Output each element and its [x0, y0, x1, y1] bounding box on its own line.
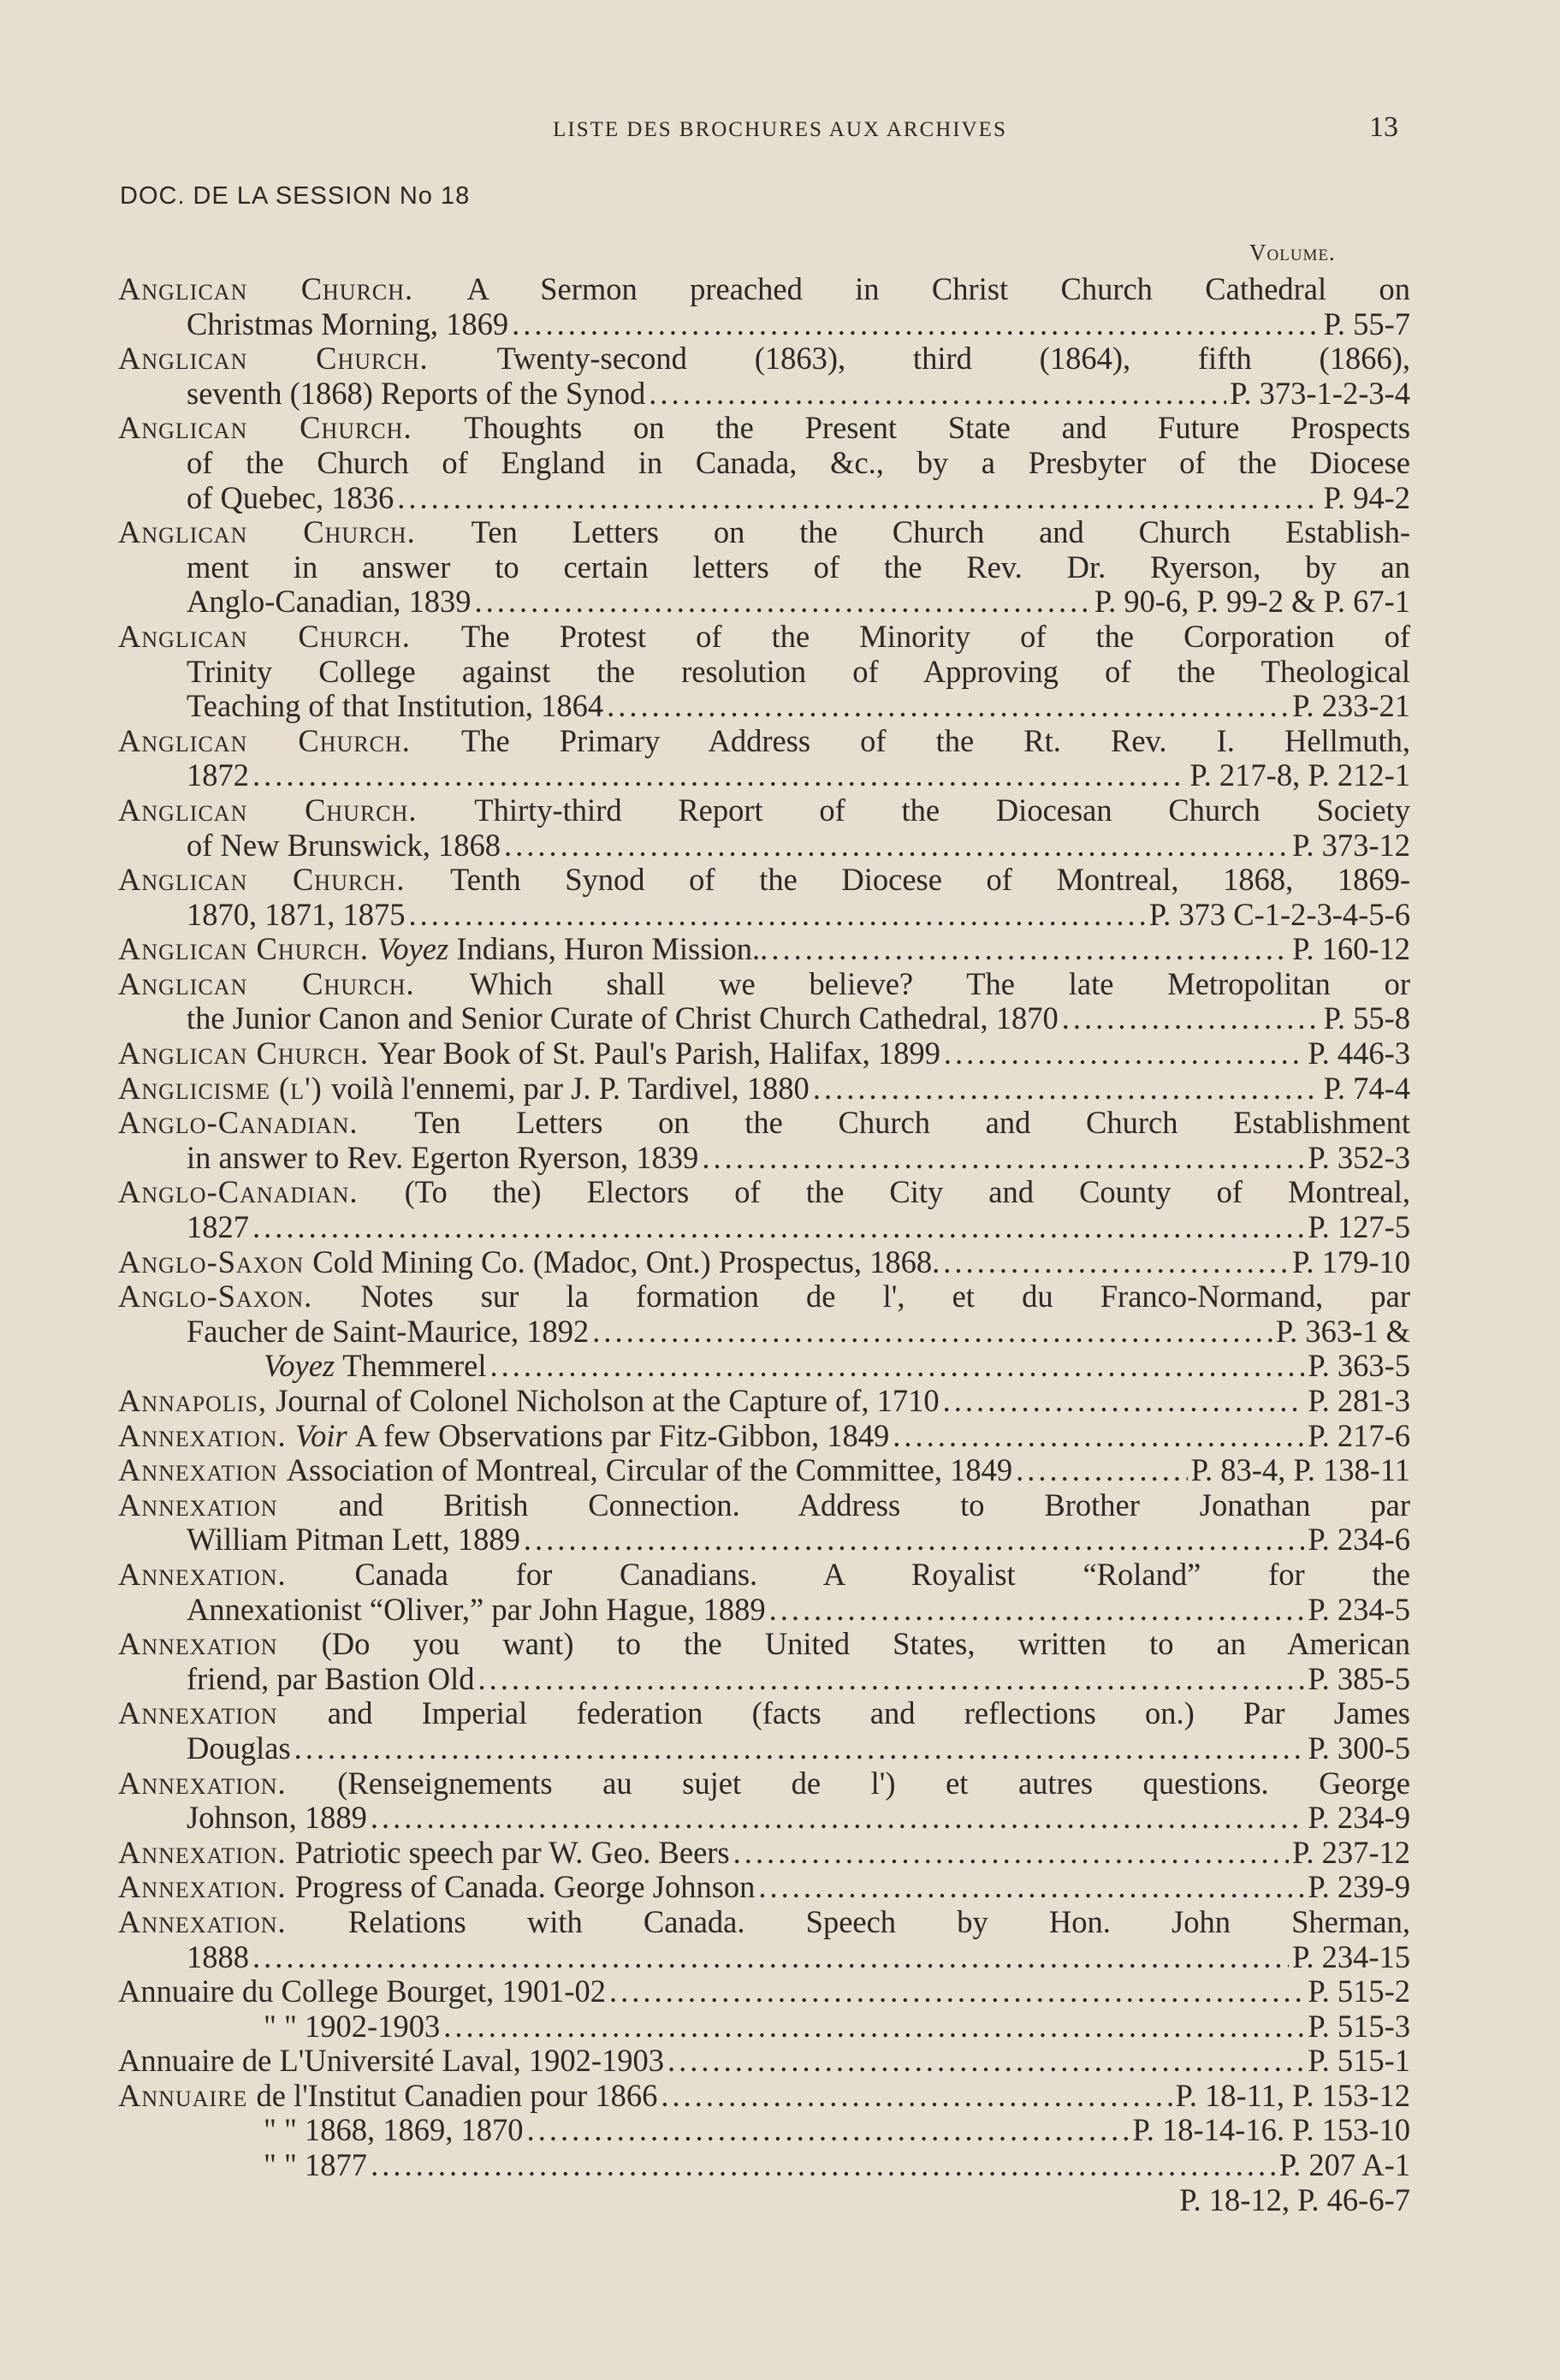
entry-heading: Anglican Church. [118, 931, 378, 967]
entry-line [118, 411, 1410, 446]
entry-heading: Anglican Church. [118, 618, 461, 654]
volume-reference: P. 446-3 [1308, 1036, 1410, 1071]
dot-leader [294, 1731, 1305, 1766]
entry-text [187, 1731, 291, 1766]
index-entry [118, 863, 1410, 932]
entry-line [118, 620, 1410, 655]
entry-line [118, 1836, 1410, 1871]
entry-text [118, 1836, 730, 1871]
entry-title: (Do you want) to the United States, written to an American [321, 1626, 1410, 1662]
entry-text [118, 1453, 1012, 1488]
index-entry [118, 1175, 1410, 1244]
volume-reference: P. 373 C-1-2-3-4-5-6 [1148, 896, 1410, 932]
dot-leader [252, 1210, 1304, 1245]
index-entry [118, 1106, 1410, 1175]
index-entry [118, 1766, 1410, 1836]
entry-title: 1872 [187, 757, 249, 793]
entry-line [118, 1141, 1410, 1176]
volume-reference: P. 234-15 [1292, 1938, 1410, 1974]
entry-title: seventh (1868) Reports of the Synod [187, 375, 646, 411]
entry-text [187, 689, 603, 724]
entry-text [187, 1315, 589, 1350]
volume-reference: P. 234-5 [1308, 1591, 1410, 1627]
entry-heading: Anglo-Canadian. [118, 1105, 415, 1141]
entry-text [187, 1801, 367, 1836]
entry-text [187, 1141, 698, 1176]
entry-line [118, 481, 1410, 516]
entry-line [118, 863, 1410, 898]
entry-line [118, 2009, 1410, 2045]
page-number: 13 [1369, 111, 1398, 143]
entry-heading: Anglicisme (l') [118, 1070, 331, 1106]
entry-heading: Anglican Church. [118, 514, 472, 550]
dot-leader [512, 307, 1320, 342]
entry-line [118, 1766, 1410, 1801]
entry-line [118, 1940, 1410, 1975]
entry-title: A few Observations par Fitz-Gibbon, 1849 [354, 1417, 890, 1453]
entry-line [118, 1662, 1410, 1697]
entry-title: Indians, Huron Mission.. [456, 931, 768, 967]
entry-title: Trinity College against the resolution of Approving of the Theological [187, 653, 1410, 689]
entry-heading: Annapolis, [118, 1383, 276, 1418]
dot-leader [478, 1662, 1305, 1697]
index-entry [118, 1245, 1410, 1280]
entry-title: Twenty-second (1863), third (1864), fifth (1866), [496, 341, 1410, 377]
entry-text [187, 307, 508, 342]
volume-reference: P. 217-8, P. 212-1 [1189, 757, 1410, 793]
index-entry [118, 341, 1410, 411]
entry-text [187, 1940, 249, 1975]
entry-title: Christmas Morning, 1869 [187, 306, 509, 341]
volume-reference: P. 363-5 [1308, 1348, 1410, 1384]
entry-title: Thoughts on the Present State and Future Prospects [464, 410, 1410, 446]
index-entry [118, 2079, 1410, 2114]
entry-heading: Annuaire [118, 2077, 257, 2113]
dot-leader [943, 1245, 1289, 1280]
entry-text [187, 377, 645, 412]
volume-reference: P. 127-5 [1308, 1209, 1410, 1245]
volume-reference: P. 207 A-1 [1278, 2147, 1410, 2183]
entry-title: A Sermon preached in Christ Church Cathedral on [466, 271, 1410, 306]
index-entry [118, 1627, 1410, 1696]
entry-title: Journal of Colonel Nicholson at the Capture of, 1710 [276, 1383, 940, 1418]
entry-heading: Annexation [118, 1695, 328, 1731]
dot-leader [592, 1315, 1272, 1350]
session-label: DOC. DE LA SESSION No 18 [120, 182, 471, 210]
entry-text [118, 1384, 940, 1419]
volume-reference: P. 363-1 & [1275, 1313, 1410, 1349]
entry-text [187, 585, 472, 620]
entry-heading: Annexation [118, 1452, 287, 1488]
entry-text [118, 2079, 657, 2114]
index-entry [118, 1870, 1410, 1905]
entry-title: The Protest of the Minority of the Corporation of [460, 618, 1410, 654]
entry-heading: Annexation [118, 1626, 322, 1662]
volume-reference: P. 55-7 [1323, 306, 1410, 341]
dot-leader [1016, 1453, 1188, 1488]
dot-leader [1062, 1001, 1320, 1036]
dot-leader [667, 2044, 1304, 2079]
entry-text [118, 1974, 606, 2009]
entry-title: (Renseignements au sujet de l') et autres questions. George [337, 1765, 1410, 1801]
dot-leader [504, 828, 1289, 864]
entry-line [118, 2148, 1410, 2183]
entry-line [118, 515, 1410, 550]
entry-line [118, 655, 1410, 690]
entry-heading: Anglo-Saxon. [118, 1279, 361, 1315]
entry-line [118, 307, 1410, 342]
dot-leader [649, 377, 1226, 412]
entry-line [118, 1349, 1410, 1384]
entry-title: " " 1902-1903 [264, 2008, 441, 2044]
entry-heading: Anglican Church. [118, 722, 461, 758]
index-entry [118, 1349, 1410, 1384]
dot-leader [607, 689, 1289, 724]
entry-title: Which shall we believe? The late Metropolitan or [469, 965, 1410, 1001]
entry-text [118, 1870, 755, 1905]
entry-line [118, 2044, 1410, 2079]
entry-text [187, 1001, 1059, 1036]
dot-leader [371, 2148, 1276, 2183]
entry-text [264, 1349, 486, 1384]
entry-heading: Anglican Church. [118, 1036, 378, 1071]
entry-line [118, 1210, 1410, 1245]
index-entry [118, 1279, 1410, 1349]
entry-title: Notes sur la formation de l', et du Franco-Normand, par [360, 1279, 1410, 1315]
index-entry [118, 620, 1410, 724]
volume-reference: P. 74-4 [1323, 1070, 1410, 1106]
entry-line [118, 793, 1410, 828]
dot-leader [893, 1419, 1304, 1454]
index-entry [118, 1905, 1410, 1974]
entry-text [118, 932, 768, 967]
entry-title: of Quebec, 1836 [187, 479, 394, 515]
index-entry [118, 1071, 1410, 1107]
entry-text [264, 2113, 524, 2148]
dot-leader [758, 1870, 1304, 1905]
dot-leader [813, 1071, 1320, 1107]
running-title: LISTE DES BROCHURES AUX ARCHIVES [553, 118, 1007, 141]
entry-line [118, 1419, 1410, 1454]
index-entry [118, 515, 1410, 620]
entry-title: " " 1877 [264, 2147, 368, 2183]
volume-reference: P. 515-2 [1308, 1973, 1410, 2009]
entry-line [118, 724, 1410, 759]
entry-line [118, 550, 1410, 585]
entry-line [118, 1731, 1410, 1766]
entry-title: Teaching of that Institution, 1864 [187, 688, 604, 724]
entry-title: Annuaire du College Bourget, 1901-02 [118, 1973, 607, 2009]
entry-title: Douglas [187, 1730, 291, 1766]
entry-title: Relations with Canada. Speech by Hon. John Sherman, [347, 1903, 1410, 1939]
volume-reference: P. 515-1 [1308, 2043, 1410, 2079]
entry-line [118, 828, 1410, 864]
entry-title: Patriotic speech par W. Geo. Beers [294, 1834, 730, 1870]
entry-title: of the Church of England in Canada, &c., by a Presbyter of the Diocese [187, 444, 1410, 480]
entry-line [118, 1974, 1410, 2009]
entry-line [118, 1279, 1410, 1315]
entry-title: voilà l'ennemi, par J. P. Tardivel, 1880 [330, 1070, 810, 1106]
volume-reference: P. 55-8 [1323, 1000, 1410, 1036]
entry-title: (To the) Electors of the City and County of Montreal, [404, 1174, 1410, 1210]
volume-reference: P. 217-6 [1308, 1417, 1410, 1453]
entry-title: 1888 [187, 1938, 249, 1974]
volume-reference: P. 94-2 [1323, 479, 1410, 515]
dot-leader [733, 1836, 1289, 1871]
index-entry [118, 2009, 1410, 2045]
index-entry [118, 272, 1410, 341]
entry-title: in answer to Rev. Egerton Ryerson, 1839 [187, 1139, 699, 1175]
dot-leader [943, 1384, 1305, 1419]
dot-leader [489, 1349, 1304, 1384]
entry-title: Faucher de Saint-Maurice, 1892 [187, 1313, 590, 1349]
volume-reference: P. 90-6, P. 99-2 & P. 67-1 [1094, 584, 1410, 620]
entry-title: friend, par Bastion Old [187, 1660, 475, 1696]
entry-line [118, 341, 1410, 377]
entry-title: " " 1868, 1869, 1870 [264, 2112, 524, 2148]
entry-heading: Annexation. [118, 1869, 295, 1905]
entry-heading: Anglican Church. [118, 341, 497, 377]
dot-leader [371, 1801, 1304, 1836]
entry-line [118, 2113, 1410, 2148]
entry-heading: Anglican Church. [118, 965, 470, 1001]
entry-line [118, 1905, 1410, 1940]
index-entry [118, 1036, 1410, 1071]
entry-heading: Anglican Church. [118, 862, 451, 898]
volume-reference: P. 179-10 [1292, 1243, 1410, 1279]
entry-heading: Annexation. [118, 1417, 295, 1453]
entry-line [118, 446, 1410, 481]
volume-reference: P. 233-21 [1292, 688, 1410, 724]
entry-title: the Junior Canon and Senior Curate of Christ Church Cathedral, 1870 [187, 1000, 1059, 1036]
entry-text [118, 1419, 889, 1454]
entry-line [118, 1593, 1410, 1628]
entry-title: and British Connection. Address to Brother Jonathan par [338, 1487, 1411, 1522]
entry-title: Annexationist “Oliver,” par John Hague, 1889 [187, 1591, 766, 1627]
entry-line [118, 1558, 1410, 1593]
dot-leader [944, 1036, 1304, 1071]
entry-line [118, 1870, 1410, 1905]
cross-reference-word: Voyez [377, 931, 457, 967]
entry-heading: Anglican Church. [118, 410, 465, 446]
entry-title: Themmerel [342, 1348, 487, 1384]
index-entry [118, 1384, 1410, 1419]
entry-title: Ten Letters on the Church and Church Establish- [471, 514, 1410, 550]
index-entry [118, 1696, 1410, 1766]
entry-list [118, 272, 1410, 2217]
entry-title: Johnson, 1889 [187, 1800, 367, 1836]
dot-leader [769, 1593, 1305, 1628]
entry-heading: Annexation [118, 1487, 339, 1522]
dot-leader [661, 2079, 1171, 2114]
entry-title: The Primary Address of the Rt. Rev. I. Hellmuth, [460, 722, 1410, 758]
volume-reference: P. 234-6 [1308, 1522, 1410, 1558]
entry-line [118, 1245, 1410, 1280]
entry-text [187, 1662, 475, 1697]
entry-title: Tenth Synod of the Diocese of Montreal, 1868, 1869- [450, 862, 1410, 898]
entry-text [187, 1593, 766, 1628]
index-entry [118, 411, 1410, 515]
volume-reference: P. 18-14-16. P. 153-10 [1132, 2112, 1410, 2148]
entry-title: Thirty-third Report of the Diocesan Church Society [474, 792, 1410, 828]
index-entry [118, 1836, 1410, 1871]
entry-line [118, 1315, 1410, 1350]
entry-line [118, 1453, 1410, 1488]
dot-leader [771, 932, 1289, 967]
dot-leader [252, 758, 1186, 793]
entry-text [118, 1036, 940, 1071]
index-entry [118, 2044, 1410, 2079]
entry-line [118, 377, 1410, 412]
dot-leader [702, 1141, 1304, 1176]
volume-reference: P. 234-9 [1308, 1800, 1410, 1836]
entry-text [118, 2044, 664, 2079]
entry-line [118, 967, 1410, 1002]
entry-title: 1827 [187, 1209, 249, 1245]
entry-line [118, 272, 1410, 307]
entry-title: and Imperial federation (facts and reflections on.) Par James [327, 1695, 1410, 1731]
volume-reference: P. 83-4, P. 138-11 [1190, 1452, 1410, 1488]
cross-reference-word: Voir [294, 1417, 355, 1453]
entry-line [118, 1106, 1410, 1141]
entry-line [118, 1801, 1410, 1836]
entry-title: Association of Montreal, Circular of the Committee, 1849 [286, 1452, 1013, 1488]
dot-leader [609, 1974, 1304, 2009]
entry-line [118, 585, 1410, 620]
entry-title: de l'Institut Canadien pour 1866 [256, 2077, 658, 2113]
entry-heading: Anglo-Saxon [118, 1243, 313, 1279]
dot-leader [475, 585, 1091, 620]
volume-reference: P. 239-9 [1308, 1869, 1410, 1905]
entry-heading: Annexation. [118, 1556, 355, 1592]
index-entry [118, 932, 1410, 967]
entry-text [187, 758, 249, 793]
entry-line [118, 932, 1410, 967]
dot-leader [527, 2113, 1130, 2148]
index-entry [118, 1488, 1410, 1558]
index-entry [118, 2183, 1410, 2218]
volume-reference: P. 515-3 [1308, 2008, 1410, 2044]
entry-line [118, 1001, 1410, 1036]
entry-title: Progress of Canada. George Johnson [294, 1869, 756, 1905]
entry-title: 1870, 1871, 1875 [187, 896, 406, 932]
volume-reference: P. 18-12, P. 46-6-7 [1179, 2181, 1410, 2217]
entry-title: ment in answer to certain letters of the Rev. Dr. Ryerson, by an [187, 549, 1410, 585]
entry-heading: Annexation. [118, 1834, 295, 1870]
entry-line [118, 898, 1410, 933]
entry-title: William Pitman Lett, 1889 [187, 1522, 520, 1558]
volume-column-heading: Volume. [1249, 240, 1336, 265]
entry-line [118, 1175, 1410, 1210]
entry-title: Cold Mining Co. (Madoc, Ont.) Prospectus, 1868. [312, 1243, 940, 1279]
dot-leader [443, 2009, 1304, 2045]
entry-text [187, 481, 394, 516]
dot-leader [397, 481, 1320, 516]
volume-reference: P. 300-5 [1308, 1730, 1410, 1766]
volume-reference: P. 281-3 [1308, 1383, 1410, 1418]
entry-line [118, 689, 1410, 724]
entry-line [118, 1384, 1410, 1419]
entry-heading: Annexation. [118, 1903, 348, 1939]
volume-reference: P. 237-12 [1292, 1834, 1410, 1870]
entry-heading: Annexation. [118, 1765, 338, 1801]
index-entry [118, 1558, 1410, 1627]
index-entry [118, 2148, 1410, 2183]
entry-heading: Anglican Church. [118, 792, 475, 828]
index-entry [118, 724, 1410, 793]
entry-line [118, 1696, 1410, 1731]
entry-title: Year Book of St. Paul's Parish, Halifax, 1899 [377, 1036, 940, 1071]
entry-line [118, 1627, 1410, 1662]
entry-text [187, 1522, 520, 1558]
entry-title: of New Brunswick, 1868 [187, 827, 501, 863]
entry-title: Canada for Canadians. A Royalist “Roland” for the [354, 1556, 1410, 1592]
volume-reference: P. 352-3 [1308, 1139, 1410, 1175]
entry-text [187, 898, 406, 933]
entry-title: Ten Letters on the Church and Church Establishment [414, 1105, 1410, 1141]
volume-reference: P. 160-12 [1292, 931, 1410, 967]
entry-text [264, 2009, 440, 2045]
entry-text [187, 1210, 249, 1245]
entry-line [118, 1522, 1410, 1558]
entry-line [118, 2079, 1410, 2114]
volume-reference: P. 18-11, P. 153-12 [1175, 2077, 1410, 2113]
dot-leader [409, 898, 1146, 933]
volume-reference: P. 385-5 [1308, 1660, 1410, 1696]
index-entry [118, 1419, 1410, 1454]
index-entry [118, 2113, 1410, 2148]
entry-heading: Anglican Church. [118, 271, 467, 306]
index-entry [118, 793, 1410, 863]
volume-reference: P. 373-12 [1292, 827, 1410, 863]
entry-text [187, 828, 501, 864]
entry-text [264, 2148, 367, 2183]
entry-text [118, 1071, 810, 1107]
index-entry [118, 967, 1410, 1036]
entry-line [118, 1036, 1410, 1071]
entry-line [118, 758, 1410, 793]
dot-leader [252, 1940, 1289, 1975]
entry-heading: Anglo-Canadian. [118, 1174, 405, 1210]
dot-leader [524, 1522, 1304, 1558]
volume-reference: P. 373-1-2-3-4 [1230, 375, 1410, 411]
entry-title: Annuaire de L'Université Laval, 1902-1903 [118, 2043, 665, 2079]
index-entry [118, 1453, 1410, 1488]
entry-title: Anglo-Canadian, 1839 [187, 584, 472, 620]
cross-reference-word: Voyez [264, 1348, 343, 1384]
entry-line [118, 1071, 1410, 1107]
index-entry [118, 1974, 1410, 2009]
entry-text [118, 1245, 940, 1280]
entry-line [118, 1488, 1410, 1523]
